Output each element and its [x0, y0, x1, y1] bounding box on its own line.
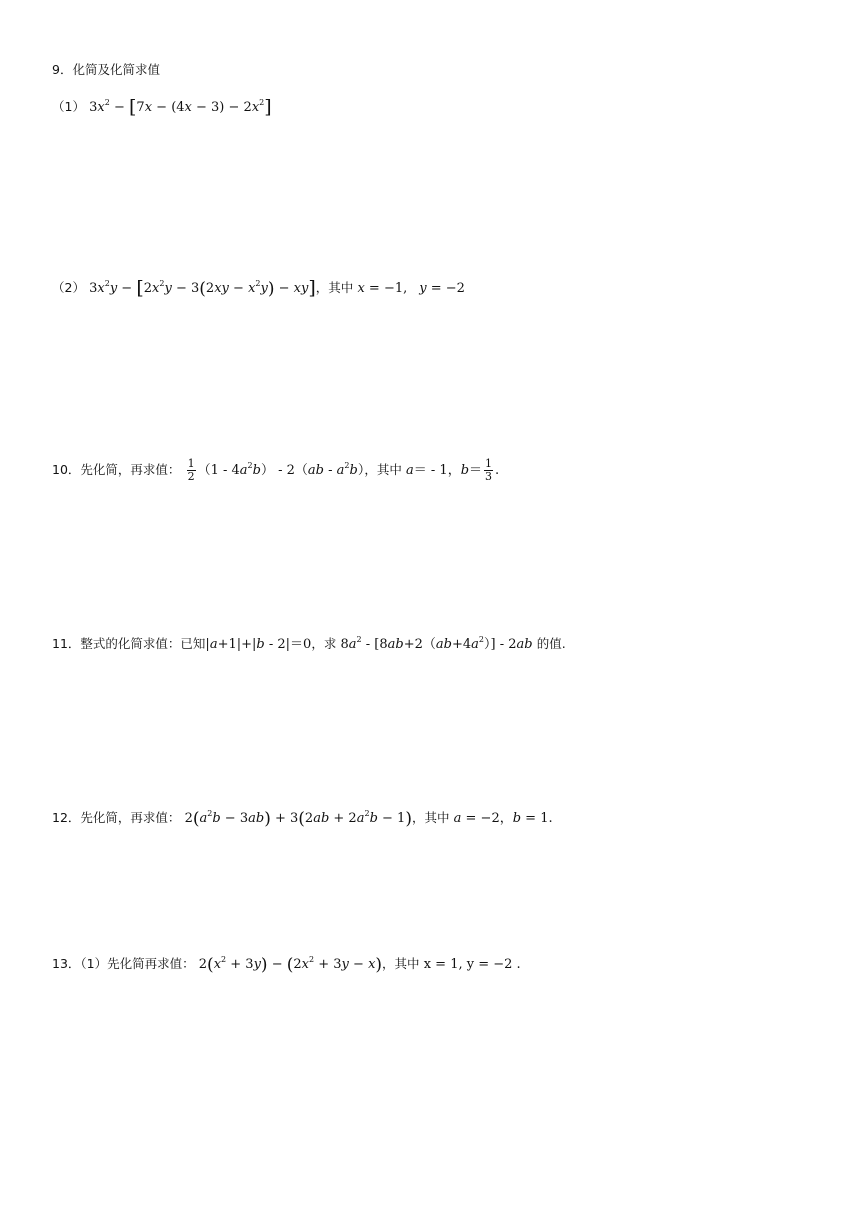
q9-part2-label: （2） [52, 280, 85, 295]
q13-expression: $2(x^2 + 3y) - (2x^2 + 3y - x)$ [198, 955, 383, 975]
q11-text: 整式的化简求值：已知 [80, 636, 206, 651]
q11-expression: $8a^2 - [8ab+2(ab+4a^2)] - 2ab$ [340, 635, 533, 652]
q9-title-text: 化简及化简求值 [72, 62, 160, 77]
q12-condition-text: ，其中 [411, 810, 450, 825]
q12-number: 12． [52, 810, 81, 825]
q9-part2-condition-text: ，其中 [315, 280, 354, 295]
q11-number: 11． [52, 636, 81, 651]
q11-mid-text: ，求 [311, 636, 337, 651]
q13-condition-text: ，其中 [382, 956, 420, 971]
q9-part1 [52, 97, 272, 118]
q10-values: a＝ - 1，b＝ $\frac{1}{3}$ . [406, 457, 500, 483]
q10-expression: $\frac{1}{2}$ $(1 - 4a^2b) - 2(ab - a^2b)$ [187, 457, 365, 483]
q9-part1-label: （1） [52, 99, 85, 114]
q9-part2-expression: $3x^2y - [2x^2y - 3(2xy - x^2y) - xy]$ [89, 277, 316, 299]
q10 [52, 458, 499, 483]
q13-values: x = 1, y = −2 . [423, 957, 521, 972]
q12-text: 先化简，再求值： [80, 810, 181, 825]
q9-part2-values: x = −1, y = −2 [357, 281, 465, 296]
q9-title [52, 60, 160, 81]
q13-number: 13． [52, 956, 81, 971]
q13-label: （1） [80, 956, 108, 971]
q12-values: a = −2，b = 1. [453, 811, 553, 826]
q12 [52, 808, 553, 829]
q9-number: 9． [52, 62, 73, 77]
q10-condition-text: ，其中 [364, 462, 402, 477]
q12-expression: $2(a^2b - 3ab) + 3(2ab + 2a^2b - 1)$ [184, 809, 412, 829]
q13-text: 先化简再求值： [107, 956, 195, 971]
q11 [52, 634, 566, 655]
q11-tail-text: 的值. [536, 636, 566, 651]
q11-condition: |a+1|+|b - 2|＝0 [205, 637, 312, 652]
q10-text: 先化简，再求值： [80, 462, 181, 477]
q9-part1-expression: $3x^2 - [7x - (4x - 3) - 2x^2]$ [89, 96, 272, 118]
q9-part2 [52, 278, 465, 299]
q10-number: 10． [52, 462, 81, 477]
q13 [52, 954, 521, 975]
